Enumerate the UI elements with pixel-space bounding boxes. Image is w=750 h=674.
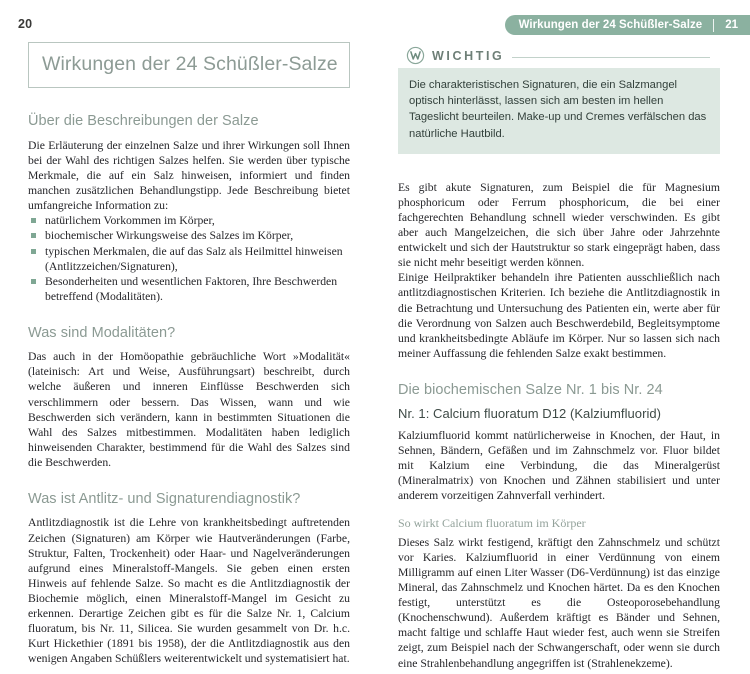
square-bullet-icon [31, 233, 36, 238]
list-item-label: typischen Merkmalen, die auf das Salz als Heilmittel hinweisen (Antlitzzeichen/Signaturen), [45, 244, 343, 273]
running-head [0, 0, 750, 42]
section-1-paragraph: Die Erläuterung der einzelnen Salze und ihrer Wirkungen soll Ihnen bei der Wahl des richtigen Salzes helfen. Sie werden über typische Merkmale, die auf ein Salz hinweisen, informiert und finden manchen zusätzlichen Behandlungstipp. Jede Beschreibung bietet umfangreiche Information zu: [28, 138, 350, 213]
salt-paragraph: Kalziumfluorid kommt natürlicherweise in Knochen, der Haut, in Sehnen, Bändern, Gefäßen und im Zahnschmelz vor. Fluor bildet mit Kalzium eine Verbindung, die das Mineralgerüst (Mineralmatrix) von Knochen und Zähnen stabilisiert und unter anderem vorzeitigen Zahnverfall verhindert. [398, 428, 720, 503]
running-head-title: Wirkungen der 24 Schüßler-Salze [518, 19, 703, 31]
section-2-paragraph: Das auch in der Homöopathie gebräuchliche Wort »Modalität« (lateinisch: Art und Weise, Ausführungsart) beschreibt, durch welche äußeren und inneren Einflüsse Beschwerden sich verschlimmern oder bessern. Das Wissen, wann und wie Beschwerden sich verändern, kann in bestimmten Situationen die Wahl des Salzes mitbestimmen. Modalitäten haben lediglich hinweisenden Charakter, bestimmend für die Wahl des Salzes sind die Beschwerden. [28, 350, 350, 469]
section-heading-biochemische-salze: Die biochemischen Salze Nr. 1 bis Nr. 24 [398, 381, 663, 398]
running-head-divider [713, 19, 714, 32]
wichtig-callout-rule [512, 57, 710, 58]
right-paragraph-1: Es gibt akute Signaturen, zum Beispiel die für Magnesium phosphoricum oder Ferrum phosphoricum, die bei einer fachgerechten Behandlung schnell wieder verschwinden. Es gibt aber auch Mangelzeichen, die sich über Jahre oder Jahrzehnte entwickelt und sich der Hautstruktur so stark eingeprägt haben, dass sie nicht mehr beseitigt werden können. [398, 180, 720, 270]
effect-heading-so-wirkt: So wirkt Calcium fluoratum im Körper [398, 516, 586, 531]
section-heading-antlitz-signaturendiagnostik: Was ist Antlitz- und Signaturendiagnostik? [28, 491, 301, 508]
chapter-title: Wirkungen der 24 Schüßler-Salze [42, 53, 338, 75]
list-item [28, 274, 350, 304]
list-item-label: biochemischer Wirkungsweise des Salzes im Körper, [45, 229, 294, 243]
wichtig-callout-header [398, 42, 720, 68]
page-number-right: 21 [725, 19, 738, 31]
section-heading-was-sind-modalitaeten: Was sind Modalitäten? [28, 324, 176, 341]
information-bullet-list [28, 213, 350, 304]
effect-paragraph: Dieses Salz wirkt festigend, kräftigt den Zahnschmelz und schützt vor Karies. Kalziumfluorid in einer Verdünnung von einem Milligramm auf einen Liter Wasser (D6-Verdünnung) ist das einzige Mineral, das Zahnschmelz und Knochen härtet. Da es den Knochen festigt, unterstützt es die Osteoporosebehandlung (Knochenschwund). Außerdem kräftigt es Bänder und Sehnen, macht faltige und schlaffe Haut wieder fest, auch wenn sie Streifen zeigt, zum Beispiel nach der Schwangerschaft, oder wenn sie durch eine Strahlenbehandlung angegriffen ist (Strahlenekzeme). [398, 535, 720, 670]
right-column [398, 42, 720, 671]
square-bullet-icon [31, 218, 36, 223]
section-3-paragraph: Antlitzdiagnostik ist die Lehre von krankheitsbedingt auftretenden Zeichen (Signaturen) am Körper wie Hautveränderungen (Farbe, Struktur, Falten, Trockenheit) oder Haar- und Nagelveränderungen aufgrund eines Mineralstoff-Mangels. Sie geben einen ersten Hinweis auf fehlende Salze. So macht es die Antlitzdiagnostik der Biochemie möglich, einen Mineralstoff-Mangel im Gesicht zu erkennen. Derartige Zeichen gibt es für die Salze Nr. 1, Calcium fluoratum, bis Nr. 11, Silicea. Sie wurden gesammelt von Dr. h.c. Kurt Hickethier (1891 bis 1958), der die Antlitzdiagnostik aus den wenigen Angaben Schüßlers weiterentwickelt und systematisiert hat. [28, 516, 350, 666]
page-number-left: 20 [18, 17, 33, 31]
left-column [28, 42, 350, 666]
list-item [28, 244, 350, 274]
section-heading-ueber-die-beschreibungen: Über die Beschreibungen der Salze [28, 113, 259, 130]
salt-heading-nr-1: Nr. 1: Calcium fluoratum D12 (Kalziumfluorid) [398, 406, 662, 422]
wichtig-callout [398, 42, 720, 154]
wichtig-callout-body [398, 68, 720, 154]
list-item-label: Besonderheiten und wesentlichen Faktoren, Ihre Beschwerden betreffend (Modalitäten). [45, 274, 338, 303]
square-bullet-icon [31, 249, 36, 254]
wichtig-callout-text: Die charakteristischen Signaturen, die ein Salzmangel optisch hinterlässt, lassen sich am besten im hellen Tageslicht beurteilen. Make-up und Cremes verfälschen das natürliche Hautbild. [409, 79, 707, 140]
wichtig-callout-label: WICHTIG [432, 48, 505, 63]
list-item-label: natürlichem Vorkommen im Körper, [45, 214, 215, 228]
list-item [28, 213, 350, 228]
wichtig-w-circle-icon [406, 46, 425, 65]
square-bullet-icon [31, 279, 36, 284]
chapter-title-box [28, 42, 350, 88]
page-body [0, 42, 750, 674]
right-paragraph-2: Einige Heilpraktiker behandeln ihre Patienten ausschließlich nach antlitzdiagnostischen Kriterien. Ich beziehe die Antlitzdiagnostik in die Betrachtung und Untersuchung des Patienten ein, werte aber für die Verordnung von Salzen auch Beschwerdebild, Begleitsymptome und krankheitsbedingte Abläufe im Körper. Nur so lassen sich nach meiner Auffassung die fehlenden Salze exakt bestimmen. [398, 271, 720, 360]
running-head-bar [505, 15, 750, 35]
list-item [28, 228, 350, 243]
